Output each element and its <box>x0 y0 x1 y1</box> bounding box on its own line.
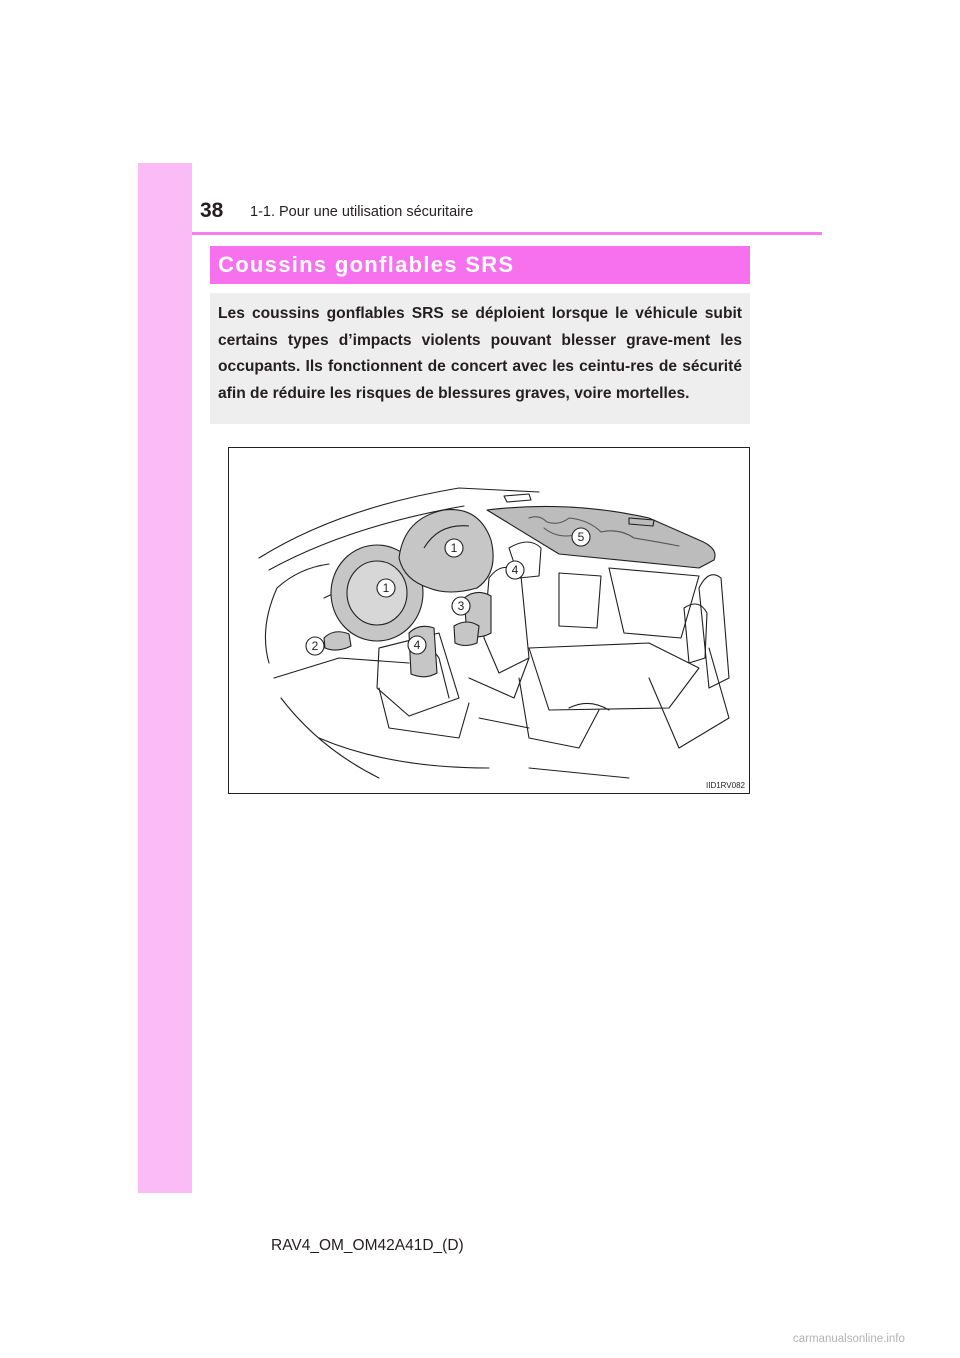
callout-2: 2 <box>311 639 319 653</box>
callout-1-top: 1 <box>450 541 458 555</box>
intro-text: Les coussins gonflables SRS se déploient lorsque le véhicule subit certains types d’impacts violents pouvant blesser grave-ment les occupants. Ils fonctionnent de concert avec les ceintu-res de sécurité afin de réduire les risques de blessures graves, voire mortelles. <box>218 305 742 402</box>
document-code: RAV4_OM_OM42A41D_(D) <box>271 1237 464 1254</box>
roof-outline <box>487 506 715 568</box>
callout-1-wheel: 1 <box>382 581 390 595</box>
page-title: Coussins gonflables SRS <box>218 252 515 277</box>
figure-code: IID1RV082 <box>706 781 745 790</box>
header-rule <box>192 232 822 235</box>
dashboard-outline <box>259 488 539 558</box>
seat-cushion-airbag <box>454 622 479 646</box>
callout-3: 3 <box>457 599 465 613</box>
watermark: carmanualsonline.info <box>793 1333 905 1345</box>
chapter-tab-band <box>138 163 192 1193</box>
intro-box <box>210 293 750 424</box>
page-number: 38 <box>200 199 224 222</box>
airbag-illustration <box>228 447 750 794</box>
rear-seat <box>529 643 699 710</box>
section-title: 1-1. Pour une utilisation sécuritaire <box>250 204 474 220</box>
callout-4-top: 4 <box>511 563 519 577</box>
callout-4-bottom: 4 <box>413 638 421 652</box>
page-title-bar <box>210 246 750 284</box>
callout-5: 5 <box>577 530 585 544</box>
knee-airbag <box>324 632 351 650</box>
car-interior-drawing <box>229 448 749 793</box>
